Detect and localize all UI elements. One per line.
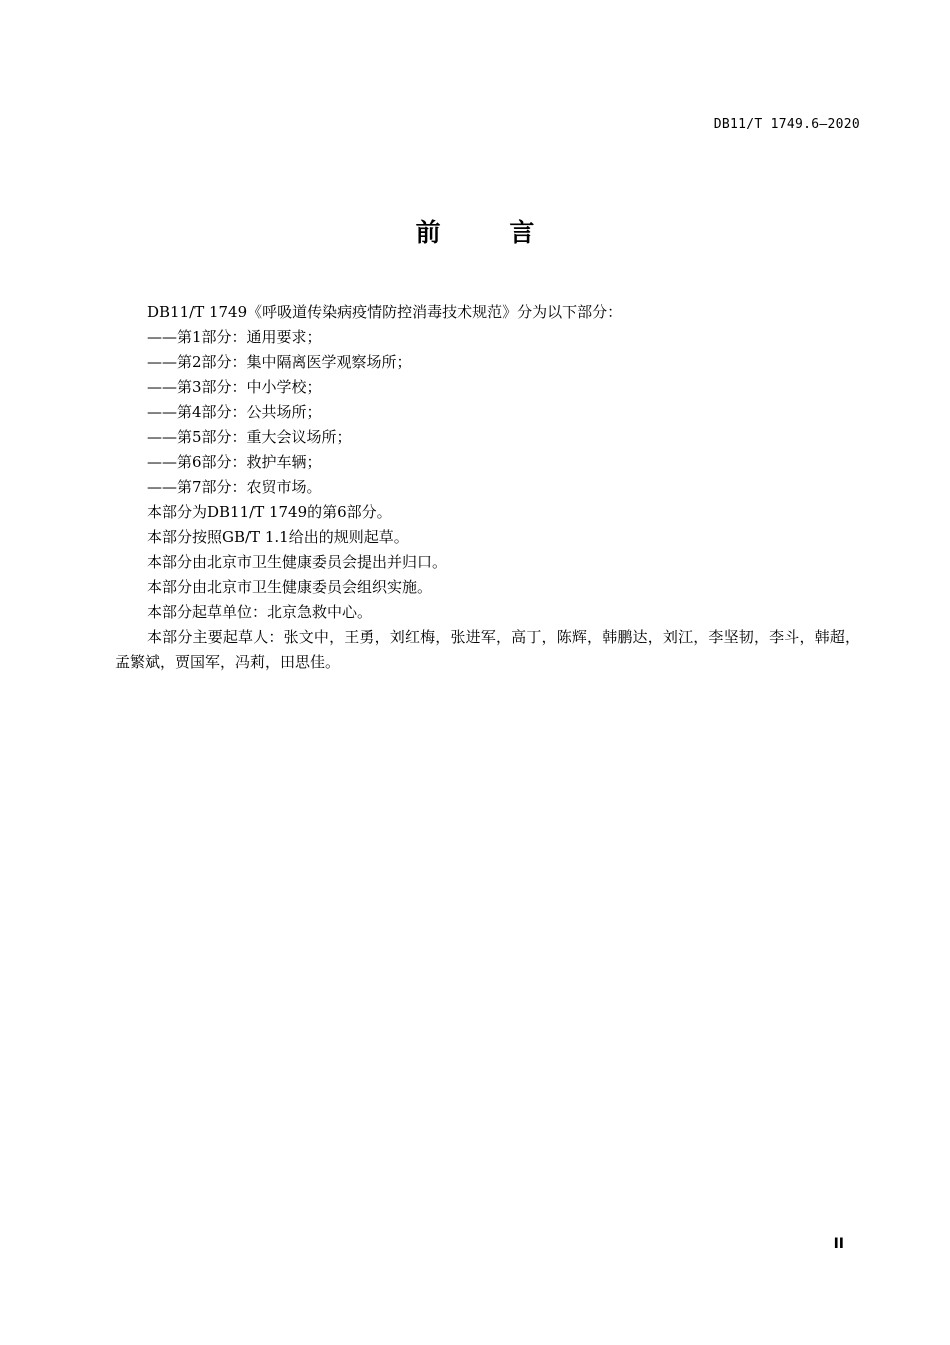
document-code: DB11/T 1749.6—2020 (713, 117, 860, 132)
statement-part-number: 本部分为DB11/T 1749的第6部分。 (147, 503, 392, 521)
list-item-part-4: ——第4部分：公共场所； (147, 403, 322, 421)
foreword-body (115, 300, 860, 675)
list-item-part-3: ——第3部分：中小学校； (147, 378, 322, 396)
statement-drafting-rules: 本部分按照GB/T 1.1给出的规则起草。 (147, 528, 409, 546)
list-item-part-1: ——第1部分：通用要求； (147, 328, 322, 346)
page-title: 前 言 (415, 218, 565, 247)
intro-paragraph: DB11/T 1749《呼吸道传染病疫情防控消毒技术规范》分为以下部分： (147, 303, 623, 321)
statement-drafters: 本部分主要起草人：张文中，王勇，刘红梅，张进军，高丁，陈辉，韩鹏达，刘江，李坚韧，李斗，韩超，孟繁斌，贾国军，冯莉，田思佳。 (115, 628, 860, 671)
list-item-part-5: ——第5部分：重大会议场所； (147, 428, 352, 446)
statement-drafting-unit: 本部分起草单位：北京急救中心。 (147, 603, 373, 621)
statement-proposer: 本部分由北京市卫生健康委员会提出并归口。 (147, 553, 448, 571)
list-item-part-2: ——第2部分：集中隔离医学观察场所； (147, 353, 412, 371)
statement-implementer: 本部分由北京市卫生健康委员会组织实施。 (147, 578, 433, 596)
list-item-part-7: ——第7部分：农贸市场。 (147, 478, 322, 496)
list-item-part-6: ——第6部分：救护车辆； (147, 453, 322, 471)
page-number: II (833, 1236, 844, 1252)
